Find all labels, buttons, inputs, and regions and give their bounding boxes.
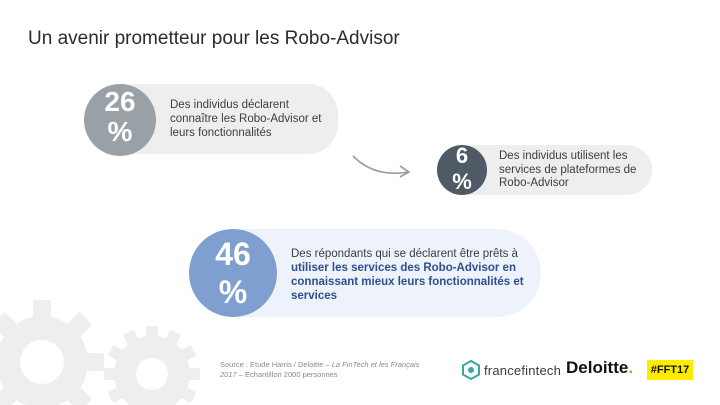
francefintech-logo-text: francefintech xyxy=(484,362,562,378)
stat-unit-1: % xyxy=(107,116,133,147)
stat-text-3 xyxy=(291,247,531,303)
stat-value-2: 6 xyxy=(455,145,469,168)
stat-circle-3 xyxy=(189,229,277,317)
stat-text-1: Des individus déclarent connaître les Robo-Advisor et leurs fonctionnalités xyxy=(170,99,322,139)
deloitte-logo-text: Deloitte xyxy=(566,358,629,377)
hashtag-badge: #FFT17 xyxy=(647,360,693,380)
source-suffix: – Echantillon 2000 personnes xyxy=(236,370,338,379)
stat-unit-2: % xyxy=(452,169,472,194)
francefintech-logo xyxy=(462,360,561,380)
stat-circle-1 xyxy=(84,84,156,156)
gear-icon xyxy=(0,292,200,405)
stat-value-1: 26 xyxy=(104,86,136,117)
francefintech-logo-icon xyxy=(462,360,480,380)
arrow-icon xyxy=(350,152,412,180)
stat-unit-3: % xyxy=(218,274,248,310)
stat-text-3-highlight: utiliser les services des Robo-Advisor en connaissant mieux leurs fonctionnalités et services xyxy=(291,262,524,302)
stat-circle-2 xyxy=(437,145,487,195)
stat-value-3: 46 xyxy=(215,236,251,272)
page-title: Un avenir prometteur pour les Robo-Advisor xyxy=(28,28,400,49)
source-note xyxy=(220,360,430,380)
source-prefix: Source : Etude Harris / Deloitte – xyxy=(220,360,332,369)
deloitte-logo-dot: . xyxy=(628,358,634,377)
deloitte-logo xyxy=(566,358,633,378)
source-title: La FinTech et les Français 2017 xyxy=(220,360,420,379)
stat-text-2: Des individus utilisent les services de plateformes de Robo-Advisor xyxy=(499,150,637,189)
stat-text-3-intro: Des répondants qui se déclarent être prêts à xyxy=(291,248,518,260)
